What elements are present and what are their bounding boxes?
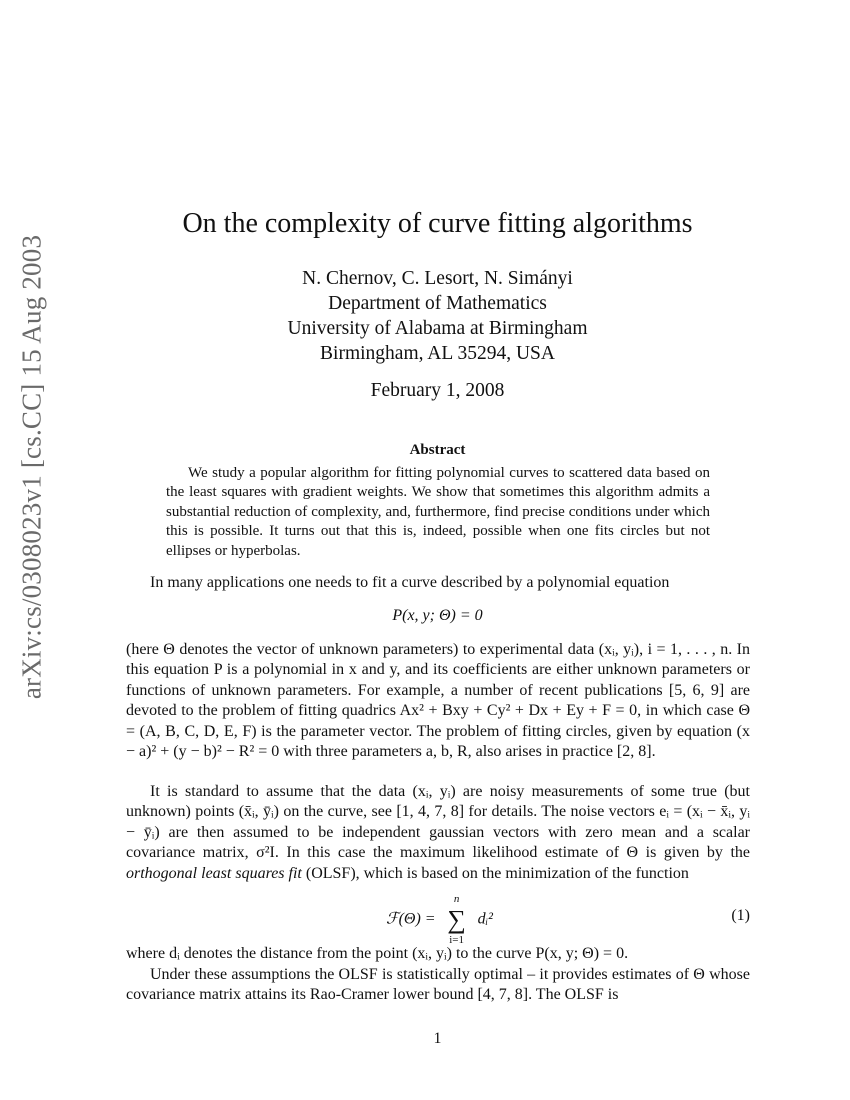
abstract-text: We study a popular algorithm for fitting polynomial curves to scattered data based on the least squares with gradient weights. We show that sometimes this algorithm admits a substantial reduction of complexity, and, furthermore, find precise conditions under which this is possible. It turns out that this is, indeed, possible when one fits circles but not ellipses or hyperbolas.: [166, 465, 710, 559]
arxiv-identifier: arXiv:cs/0308023v1 [cs.CC] 15 Aug 2003: [16, 234, 47, 700]
summation-upper: n: [453, 893, 460, 905]
paragraph-4: Under these assumptions the OLSF is statistically optimal – it provides estimates of Θ whose covariance matrix attains its Rao-Cramer lower bound [4, 7, 8]. The OLSF is: [126, 966, 750, 1004]
author-names: N. Chernov, C. Lesort, N. Simányi: [302, 268, 573, 289]
summation-lower: i=1: [449, 934, 464, 946]
author-block: [0, 266, 850, 366]
intro-paragraph: In many applications one needs to fit a curve described by a polynomial equation: [150, 574, 670, 591]
university: University of Alabama at Birmingham: [287, 318, 588, 339]
equation-1-number: (1): [731, 907, 750, 924]
summation: [443, 893, 471, 946]
paragraph-2-text-a: It is standard to assume that the data (xᵢ, yᵢ) are noisy measurements of some true (but unknown) points (x̄ᵢ, ȳᵢ) on the curve, see [1, 4, 7, 8] for details. The noise vectors eᵢ = (xᵢ − x̄ᵢ, yᵢ − ȳᵢ) are then assumed to be independent gaussian vectors with zero mean and a scalar covariance matrix, σ²I. In this case the maximum likelihood estimate of Θ is given by the: [126, 783, 750, 862]
equation-1: [126, 895, 750, 945]
main-equation: P(x, y; Θ) = 0: [392, 607, 483, 624]
paragraph-2-emphasis: orthogonal least squares fit: [126, 864, 302, 882]
address: Birmingham, AL 35294, USA: [320, 343, 555, 364]
paper-title: On the complexity of curve fitting algorithms: [182, 208, 693, 239]
equation-1-formula: [386, 893, 493, 946]
paper-date: February 1, 2008: [370, 380, 505, 401]
paragraph-2: [126, 782, 750, 884]
equation-1-lhs: ℱ(Θ) =: [386, 910, 436, 928]
department: Department of Mathematics: [328, 293, 547, 314]
summation-symbol: ∑: [447, 905, 466, 934]
page-number: 1: [433, 1030, 442, 1047]
paragraph-3: where dᵢ denotes the distance from the point (xᵢ, yᵢ) to the curve P(x, y; Θ) = 0.: [126, 945, 629, 962]
equation-1-term: dᵢ²: [477, 910, 493, 928]
paragraph-2-text-b: (OLSF), which is based on the minimization of the function: [301, 864, 689, 882]
paragraph-1: (here Θ denotes the vector of unknown parameters) to experimental data (xᵢ, yᵢ), i = 1, . . . , n. In this equation P is a polynomial in x and y, and its coefficients are either unknown parameters or functions of unknown parameters. For example, a number of recent publications [5, 6, 9] are devoted to the problem of fitting quadrics Ax² + Bxy + Cy² + Dx + Ey + F = 0, in which case Θ = (A, B, C, D, E, F) is the parameter vector. The problem of fitting circles, given by equation (x − a)² + (y − b)² − R² = 0 with three parameters a, b, R, also arises in practice [2, 8].: [126, 641, 750, 761]
abstract-heading: Abstract: [409, 442, 466, 458]
